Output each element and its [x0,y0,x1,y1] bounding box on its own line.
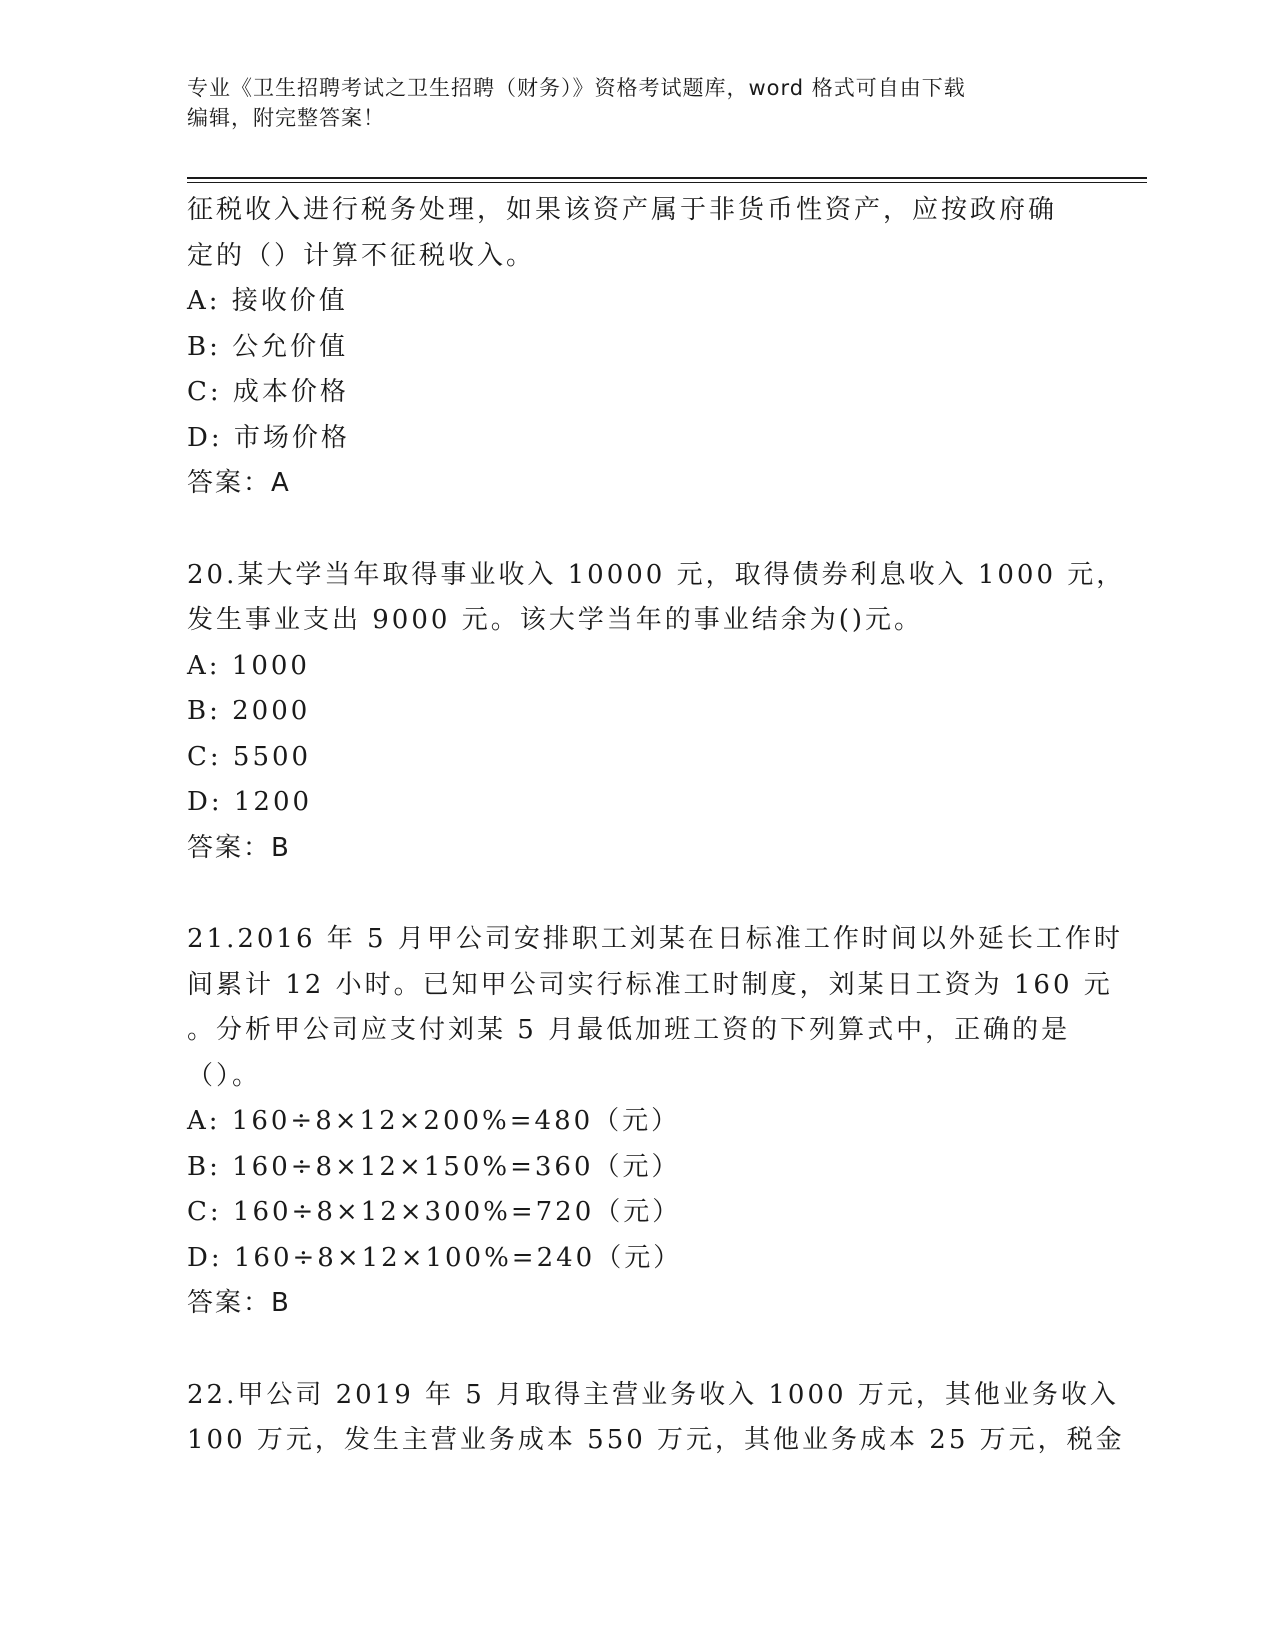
answer-line: 答案：B [187,832,291,863]
question-19 [187,188,1107,507]
option-d: D: 160÷8×12×100%=240（元） [187,1242,683,1273]
header-divider-thick [187,177,1147,179]
question-stem-line: 间累计 12 小时。已知甲公司实行标准工时制度，刘某日工资为 160 元 [187,969,1113,1000]
question-stem-line: 。分析甲公司应支付刘某 5 月最低加班工资的下列算式中，正确的是 [187,1015,1071,1045]
question-21 [187,917,1123,1327]
option-b: B: 160÷8×12×150%=360（元） [187,1151,681,1182]
question-stem-line: 征税收入进行税务处理，如果该资产属于非货币性资产，应按政府确 [187,195,1058,225]
option-a: A: 1000 [187,650,310,681]
question-list [187,188,1126,1464]
question-stem-line: 21.2016 年 5 月甲公司安排职工刘某在日标准工作时间以外延长工作时 [187,924,1123,954]
document-header [187,73,1087,133]
option-b: B: 公允价值 [187,331,349,362]
question-22 [187,1373,1125,1464]
question-stem-line: 发生事业支出 9000 元。该大学当年的事业结余为()元。 [187,605,923,635]
option-a: A: 接收价值 [187,286,348,316]
option-b: B: 2000 [187,696,311,726]
option-d: D: 1200 [187,787,313,817]
question-stem-line: 20.某大学当年取得事业收入 10000 元，取得债券利息收入 1000 元， [187,559,1126,590]
answer-line: 答案：A [187,468,291,498]
question-stem-line: 定的（）计算不征税收入。 [187,240,536,271]
header-divider-thin [187,182,1147,183]
question-stem-line: 100 万元，发生主营业务成本 550 万元，其他业务成本 25 万元，税金 [187,1425,1125,1455]
option-d: D: 市场价格 [187,422,350,453]
option-c: C: 成本价格 [187,377,349,407]
spacer [187,871,1107,917]
spacer [187,507,1107,553]
question-20 [187,553,1126,872]
question-stem-line: 22.甲公司 2019 年 5 月取得主营业务收入 1000 万元，其他业务收入 [187,1379,1119,1410]
option-a: A: 160÷8×12×200%=480（元） [187,1106,681,1136]
question-stem-line: （）。 [187,1060,262,1091]
option-c: C: 160÷8×12×300%=720（元） [187,1197,682,1227]
option-c: C: 5500 [187,741,312,772]
header-line-2: 编辑，附完整答案！ [187,106,385,130]
header-line-1: 专业《卫生招聘考试之卫生招聘（财务）》资格考试题库，word 格式可自由下载 [187,76,966,100]
answer-line: 答案：B [187,1288,291,1318]
spacer [187,1327,1107,1373]
